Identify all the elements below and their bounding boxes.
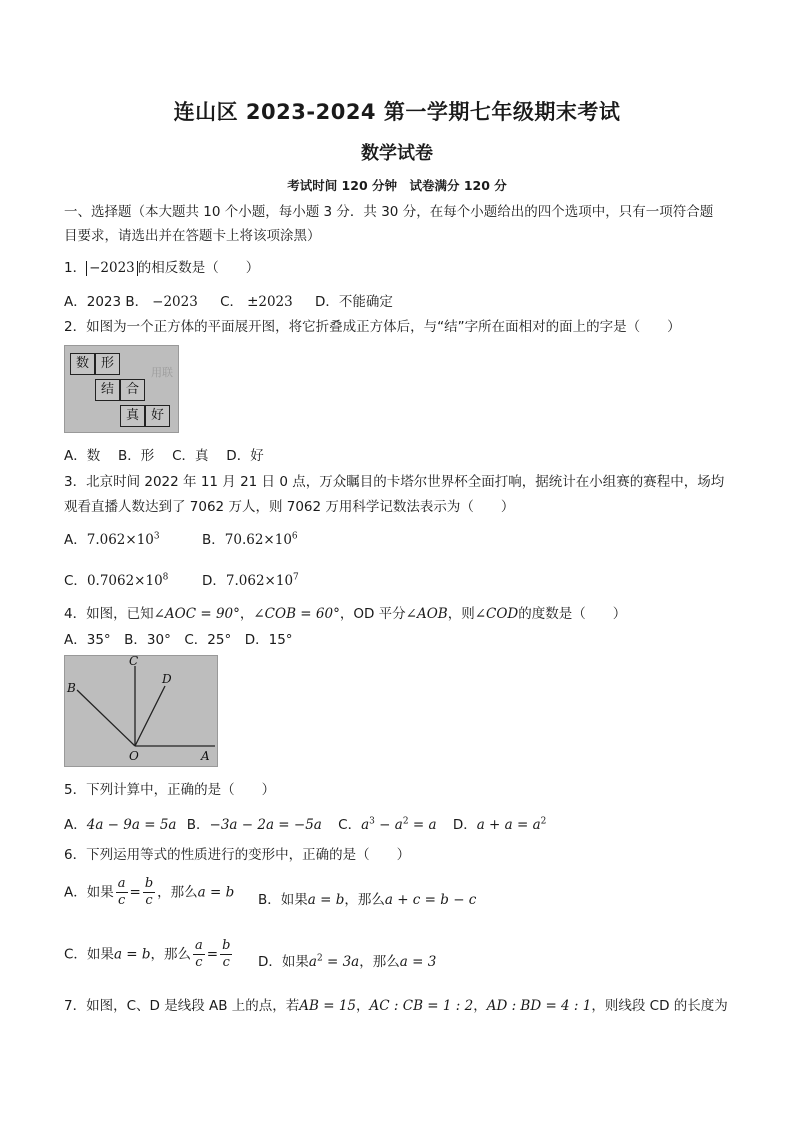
- absolute-value: −2023: [86, 261, 138, 276]
- option-value: = a: [408, 817, 437, 833]
- option-value: − a: [374, 817, 403, 833]
- option-text: ，那么: [150, 946, 192, 963]
- point-c-label: C: [129, 655, 139, 668]
- math-expression: ∠AOB: [405, 606, 448, 622]
- question-text: 的度数是（ ）: [518, 606, 627, 622]
- equals-sign: =: [129, 884, 141, 901]
- option-value: 70.62×10: [224, 532, 292, 548]
- exponent: 2: [402, 816, 409, 827]
- question-6-option-c: [64, 938, 234, 971]
- exam-title: 连山区 2023-2024 第一学期七年级期末考试: [173, 100, 621, 124]
- exponent: 6: [291, 531, 298, 542]
- math-expression: a = b: [113, 946, 151, 963]
- option-value: a: [361, 817, 370, 833]
- question-number: 1．: [64, 260, 87, 276]
- angle-diagram: [65, 656, 217, 766]
- option-label: A．: [64, 817, 87, 833]
- question-text: ，: [356, 998, 370, 1014]
- option-value: 0.7062×10: [86, 573, 163, 589]
- option-label: D．: [452, 817, 477, 833]
- math-expression: a + c = b − c: [384, 892, 477, 908]
- point-a-label: A: [201, 749, 210, 763]
- question-6-option-a: [64, 876, 234, 909]
- question-4-options: A．35° B．30° C．25° D．15°: [64, 632, 293, 648]
- bleed-through-text: 用联: [151, 366, 173, 379]
- question-4-stem: [64, 602, 626, 622]
- option-text: A．如果: [64, 884, 114, 901]
- option-label: B．: [202, 532, 225, 548]
- option-label: A．: [64, 532, 87, 548]
- fraction: [193, 938, 205, 971]
- numerator: b: [144, 876, 154, 891]
- math-expression: AB = 15: [299, 998, 357, 1014]
- option-b: −2023: [152, 294, 198, 310]
- math-expression: ∠COB = 60°: [253, 606, 340, 622]
- question-6-stem: 6．下列运用等式的性质进行的变形中，正确的是（ ）: [64, 847, 411, 863]
- math-expression: AD : BD = 4 : 1: [486, 998, 592, 1014]
- question-7-stem: [64, 994, 728, 1014]
- denominator: c: [195, 955, 203, 970]
- angle-figure: [64, 655, 218, 767]
- option-c-label: C．: [220, 294, 244, 310]
- net-face: 结: [95, 379, 120, 401]
- math-expression: a = 3: [399, 954, 437, 970]
- math-expression: AC : CB = 1 : 2: [369, 998, 474, 1014]
- option-text: ，那么: [157, 884, 198, 901]
- question-text: ，则: [447, 606, 475, 622]
- question-3-stem-line1: 3．北京时间 2022 年 11 月 21 日 0 点，万众瞩目的卡塔尔世界杯全面打响，据统计在小组赛的赛程中，场均: [64, 474, 725, 490]
- option-value: −3a − 2a = −5a: [209, 817, 322, 833]
- denominator: c: [117, 893, 126, 908]
- net-face: 合: [120, 379, 145, 401]
- question-3-stem-line2: 观看直播人数达到了 7062 万人，则 7062 万用科学记数法表示为（ ）: [64, 499, 515, 515]
- option-text: D．如果: [258, 954, 309, 970]
- net-face: 数: [70, 353, 95, 375]
- question-3-option-c: [64, 569, 168, 589]
- net-face: 好: [145, 405, 170, 427]
- question-text: 7．如图，C、D 是线段 AB 上的点，若: [64, 998, 300, 1014]
- option-value: 7.062×10: [86, 532, 154, 548]
- option-text: ，那么: [359, 954, 400, 970]
- exponent: 3: [153, 531, 160, 542]
- section-instructions-line1: 一、选择题（本大题共 10 个小题，每小题 3 分．共 30 分，在每个小题给出的四个选项中，只有一项符合题: [64, 204, 714, 220]
- question-text: ，OD 平分: [339, 606, 406, 622]
- option-text: B．如果: [258, 892, 308, 908]
- exponent: 2: [316, 953, 323, 964]
- option-b-label: B．: [125, 294, 149, 310]
- fraction: [220, 938, 232, 971]
- exponent: 2: [540, 816, 547, 827]
- question-text: 4．如图，已知: [64, 606, 154, 622]
- option-label: D．: [202, 573, 226, 589]
- fraction: [116, 876, 128, 909]
- question-6-option-d: [258, 950, 436, 970]
- option-label: B．: [186, 817, 210, 833]
- question-2-stem: 2．如图为一个正方体的平面展开图，将它折叠成正方体后，与“结”字所在面相对的面上的字是（ ）: [64, 319, 681, 335]
- math-expression: ∠COD: [474, 606, 519, 622]
- exponent: 8: [162, 572, 169, 583]
- exam-subtitle: 数学试卷: [361, 143, 433, 164]
- option-value: a + a = a: [476, 817, 541, 833]
- option-c: ±2023: [247, 294, 293, 310]
- numerator: a: [117, 876, 126, 891]
- numerator: a: [195, 938, 203, 953]
- math-expression: a = b: [307, 892, 345, 908]
- fraction: [143, 876, 155, 909]
- exponent: 3: [369, 816, 375, 827]
- question-1-options: [64, 290, 393, 310]
- equals-sign: =: [206, 946, 219, 963]
- math-expression: a = b: [197, 884, 235, 901]
- option-d: D．不能确定: [315, 294, 393, 310]
- question-text: 的相反数是（ ）: [137, 260, 260, 276]
- question-3-option-b: [202, 528, 298, 548]
- net-face: 真: [120, 405, 145, 427]
- question-text: ，: [473, 998, 487, 1014]
- option-a: A．2023: [64, 294, 122, 310]
- point-d-label: D: [162, 672, 172, 686]
- denominator: c: [222, 955, 230, 970]
- option-label: C．: [338, 817, 362, 833]
- question-5-stem: 5．下列计算中，正确的是（ ）: [64, 782, 276, 798]
- question-text: ，则线段 CD 的长度为: [591, 998, 728, 1014]
- question-2-options: A．数 B．形 C．真 D．好: [64, 448, 264, 464]
- net-face: 形: [95, 353, 120, 375]
- question-5-options: [64, 813, 546, 833]
- point-o-label: O: [129, 749, 139, 763]
- numerator: b: [222, 938, 231, 953]
- section-instructions-line2: 目要求，请选出并在答题卡上将该项涂黑）: [64, 228, 321, 244]
- question-3-option-d: [202, 569, 299, 589]
- exponent: 7: [293, 572, 299, 583]
- denominator: c: [145, 893, 153, 908]
- question-text: ，: [239, 606, 254, 622]
- point-b-label: B: [67, 681, 76, 695]
- math-expression: ∠AOC = 90°: [153, 606, 240, 622]
- option-text: ，那么: [344, 892, 385, 908]
- option-label: C．: [64, 573, 87, 589]
- option-value: 7.062×10: [225, 573, 294, 589]
- cube-net-figure: [64, 345, 179, 433]
- option-value: 4a − 9a = 5a: [86, 817, 177, 833]
- question-1-stem: [64, 256, 259, 276]
- exam-meta: 考试时间 120 分钟 试卷满分 120 分: [287, 178, 507, 193]
- option-text: C．如果: [64, 946, 114, 963]
- question-6-option-b: [258, 888, 476, 908]
- question-3-option-a: [64, 528, 160, 548]
- math-expression: a: [308, 954, 317, 970]
- math-expression: = 3a: [322, 954, 360, 970]
